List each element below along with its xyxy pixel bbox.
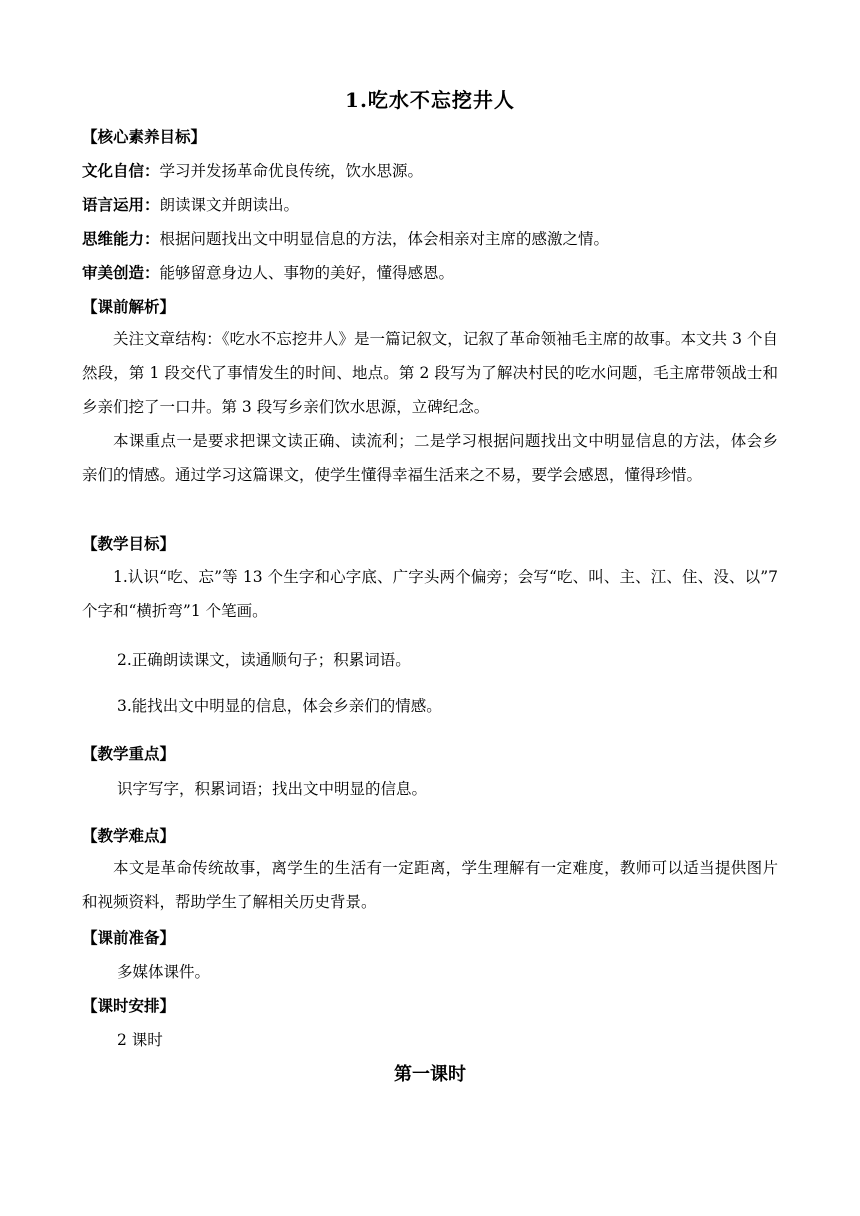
goal-label: 语言运用： [82, 195, 160, 214]
goal-text: 能够留意身边人、事物的美好，懂得感恩。 [159, 264, 455, 282]
schedule-heading: 【课时安排】 [82, 996, 176, 1015]
teaching-goals-heading: 【教学目标】 [82, 534, 176, 553]
teaching-goal-item: 1.认识“吃、忘”等 13 个生字和心字底、广字头两个偏旁；会写“吃、叫、主、江、住、没、以”7 个字和“横折弯”1 个笔画。 [82, 568, 778, 620]
analysis-heading: 【课前解析】 [82, 297, 176, 316]
difficulties-heading: 【教学难点】 [82, 826, 176, 845]
teaching-goal-item: 3.能找出文中明显的信息，体会乡亲们的情感。 [117, 697, 442, 715]
goal-thinking [82, 227, 782, 249]
goal-label: 思维能力： [82, 229, 160, 248]
section-title: 第一课时 [394, 1064, 466, 1085]
goal-label: 文化自信： [82, 161, 160, 180]
difficulties-text: 本文是革命传统故事，离学生的生活有一定距离，学生理解有一定难度，教师可以适当提供图片和视频资料，帮助学生了解相关历史背景。 [82, 859, 778, 911]
core-goals-heading: 【核心素养目标】 [82, 127, 207, 146]
document-title: 1.吃水不忘挖井人 [345, 88, 515, 112]
key-points-text: 识字写字，积累词语；找出文中明显的信息。 [117, 780, 428, 798]
goal-aesthetic [82, 261, 782, 283]
analysis-paragraph: 本课重点一是要求把课文读正确、读流利；二是学习根据问题找出文中明显信息的方法，体会乡亲们的情感。通过学习这篇课文，使学生懂得幸福生活来之不易，要学会感恩，懂得珍惜。 [82, 432, 778, 484]
key-points-heading: 【教学重点】 [82, 744, 176, 763]
analysis-paragraph: 关注文章结构：《吃水不忘挖井人》是一篇记叙文，记叙了革命领袖毛主席的故事。本文共 3 个自然段，第 1 段交代了事情发生的时间、地点。第 2 段写为了解决村民的吃水问题，毛主席带领战士和乡亲们挖了一口井。第 3 段写乡亲们饮水思源，立碑纪念。 [82, 330, 779, 416]
goal-culture [82, 159, 782, 181]
goal-label: 审美创造： [82, 263, 160, 282]
goal-language [82, 193, 782, 215]
preparation-text: 多媒体课件。 [117, 963, 211, 981]
goal-text: 朗读课文并朗读出。 [159, 196, 300, 214]
teaching-goal-item: 2.正确朗读课文，读通顺句子；积累词语。 [117, 651, 411, 669]
goal-text: 学习并发扬革命优良传统，饮水思源。 [159, 162, 424, 180]
schedule-text: 2 课时 [117, 1031, 163, 1049]
goal-text: 根据问题找出文中明显信息的方法，体会相亲对主席的感激之情。 [159, 230, 610, 248]
preparation-heading: 【课前准备】 [82, 928, 176, 947]
